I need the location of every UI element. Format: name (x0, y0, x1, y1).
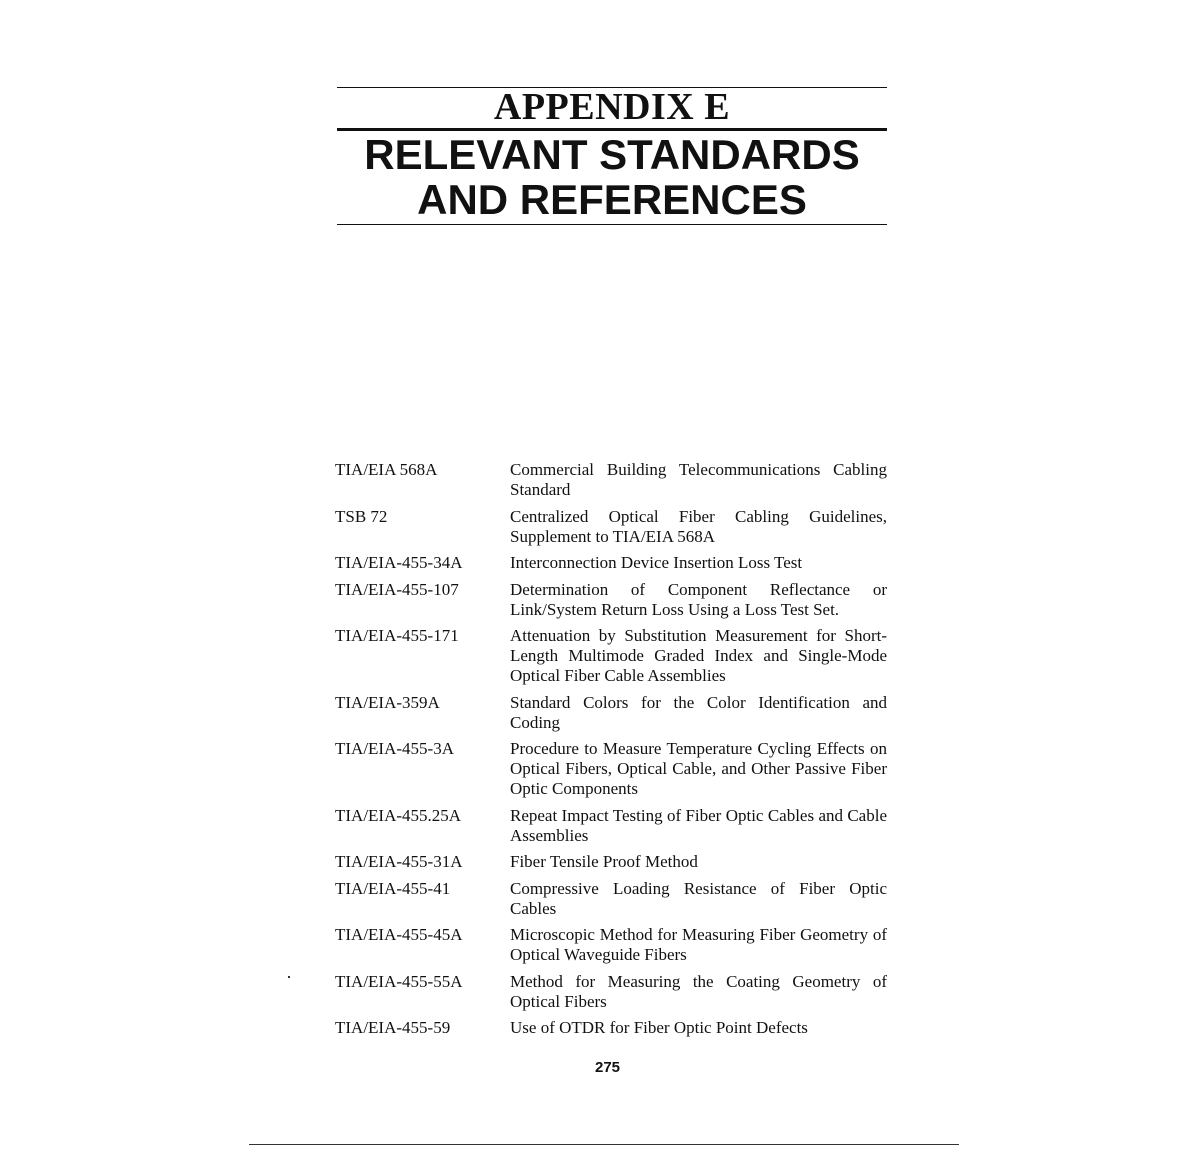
standard-entry (335, 806, 887, 846)
chapter-title-line-1: RELEVANT STANDARDS (364, 131, 860, 178)
standard-code: TIA/EIA-455-55A (335, 971, 463, 991)
standard-description: Standard Colors for the Color Identification and Coding (510, 692, 887, 732)
standard-description: Fiber Tensile Proof Method (510, 852, 698, 871)
standard-description: Attenuation by Substitution Measurement for Short-Length Multimode Graded Index and Single-Mode Optical Fiber Cable Assemblies (510, 626, 887, 685)
standard-code: TIA/EIA-359A (335, 692, 440, 712)
standard-entry (335, 460, 887, 500)
standard-description: Centralized Optical Fiber Cabling Guidelines, Supplement to TIA/EIA 568A (510, 506, 887, 546)
standard-code: TIA/EIA-455-59 (335, 1018, 451, 1037)
chapter-title (337, 132, 887, 222)
standard-code: TIA/EIA-455-34A (335, 553, 463, 572)
standard-entry (335, 693, 887, 733)
standard-description: Commercial Building Telecommunications Cabling Standard (510, 460, 887, 499)
standard-entry (335, 739, 887, 799)
standard-entry (335, 879, 887, 919)
standard-code: TIA/EIA-455-107 (335, 579, 459, 599)
footer-rule (249, 1144, 959, 1145)
standard-code: TIA/EIA-455-171 (335, 626, 459, 645)
standard-entry (335, 925, 887, 965)
standard-description: Procedure to Measure Temperature Cycling Effects on Optical Fibers, Optical Cable, and Other Passive Fiber Optic Components (510, 739, 887, 798)
standard-entry (335, 1018, 887, 1038)
standard-description: Repeat Impact Testing of Fiber Optic Cables and Cable Assemblies (510, 805, 887, 845)
standard-description: Interconnection Device Insertion Loss Test (510, 553, 803, 572)
standard-code: TIA/EIA 568A (335, 460, 438, 479)
standard-entry (335, 507, 887, 547)
standard-description: Microscopic Method for Measuring Fiber Geometry of Optical Waveguide Fibers (510, 925, 887, 964)
bottom-title-rule (337, 224, 887, 225)
standard-code: TIA/EIA-455-41 (335, 878, 451, 898)
standard-entry (335, 626, 887, 686)
standard-entry (335, 580, 887, 620)
standard-entry (335, 972, 887, 1012)
standard-code: TIA/EIA-455-31A (335, 852, 463, 871)
standard-code: TIA/EIA-455.25A (335, 805, 462, 825)
chapter-title-line-2: AND REFERENCES (417, 176, 807, 223)
standard-code: TSB 72 (335, 506, 388, 526)
standard-description: Compressive Loading Resistance of Fiber Optic Cables (510, 878, 887, 918)
standards-list (335, 460, 887, 1045)
standard-description: Determination of Component Reflectance or Link/System Return Loss Using a Loss Test Set. (510, 579, 887, 619)
standard-entry (335, 852, 887, 872)
standard-entry (335, 553, 887, 573)
standard-code: TIA/EIA-455-3A (335, 739, 454, 758)
scan-speck (288, 976, 290, 978)
page-number: 275 (594, 1059, 621, 1076)
standard-code: TIA/EIA-455-45A (335, 925, 463, 944)
appendix-label: APPENDIX E (493, 86, 731, 128)
standard-description: Use of OTDR for Fiber Optic Point Defects (510, 1018, 808, 1037)
standard-description: Method for Measuring the Coating Geometry of Optical Fibers (510, 971, 887, 1011)
